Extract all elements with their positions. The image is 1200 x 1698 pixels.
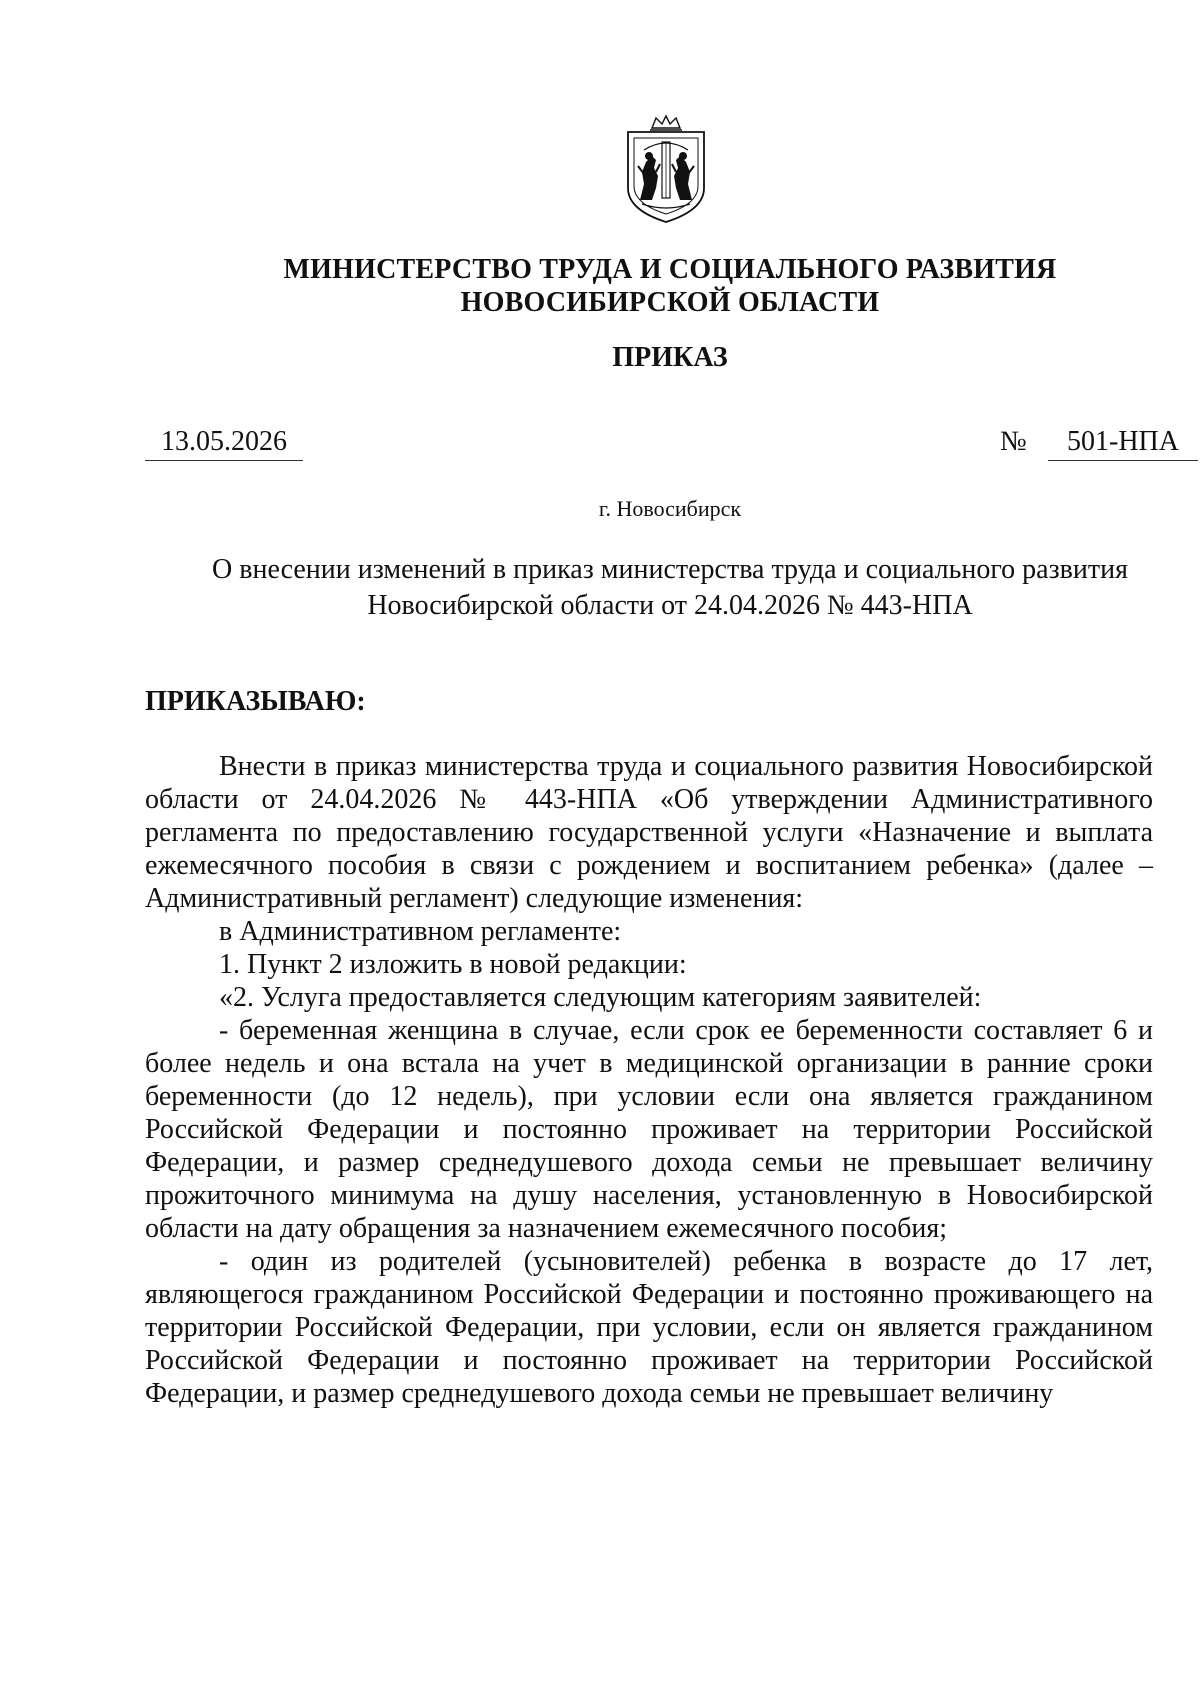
number-sign: № xyxy=(1000,426,1027,457)
document-type-title: ПРИКАЗ xyxy=(612,342,728,373)
body-paragraph: «2. Услуга предоставляется следующим категориям заявителей: xyxy=(219,982,982,1013)
document-body xyxy=(145,750,1153,1410)
ministry-name-line1: МИНИСТЕРСТВО ТРУДА И СОЦИАЛЬНОГО РАЗВИТИЯ xyxy=(283,254,1057,285)
body-paragraph: Внести в приказ министерства труда и социального развития Новосибирской области от 24.04.2026 № 443-НПА «Об утверждении Административного регламента по предоставлению государственной услуги «Назначение и выплата ежемесячного пособия в связи с рождением и воспитанием ребенка» (далее – Административный регламент) следующие изменения: xyxy=(145,751,1153,914)
coat-of-arms-emblem xyxy=(622,114,710,226)
ministry-name-line2: НОВОСИБИРСКОЙ ОБЛАСТИ xyxy=(460,287,880,318)
body-paragraph: 1. Пункт 2 изложить в новой редакции: xyxy=(219,949,687,980)
body-paragraph: - беременная женщина в случае, если срок ее беременности составляет 6 и более недель и она встала на учет в медицинской организации в ранние сроки беременности (до 12 недель), при условии если она является гражданином Российской Федерации и постоянно проживает на территории Российской Федерации, и размер среднедушевого дохода семьи не превышает величину прожиточного минимума на душу населения, установленную в Новосибирской области на дату обращения за назначением ежемесячного пособия; xyxy=(145,1015,1153,1244)
city-name: г. Новосибирск xyxy=(598,496,742,521)
order-directive: ПРИКАЗЫВАЮ: xyxy=(145,686,366,717)
document-date: 13.05.2026 xyxy=(145,424,303,461)
document-number: 501-НПА xyxy=(1048,424,1198,461)
document-subject: О внесении изменений в приказ министерства труда и социального развития Новосибирской области от 24.04.2026 № 443-НПА xyxy=(212,554,1128,621)
body-paragraph: в Административном регламенте: xyxy=(219,916,622,947)
body-paragraph: - один из родителей (усыновителей) ребенка в возрасте до 17 лет, являющегося гражданином Российской Федерации и постоянно проживающего на территории Российской Федерации, при условии, если он является гражданином Российской Федерации и постоянно проживает на территории Российской Федерации, и размер среднедушевого дохода семьи не превышает величину xyxy=(145,1246,1153,1409)
